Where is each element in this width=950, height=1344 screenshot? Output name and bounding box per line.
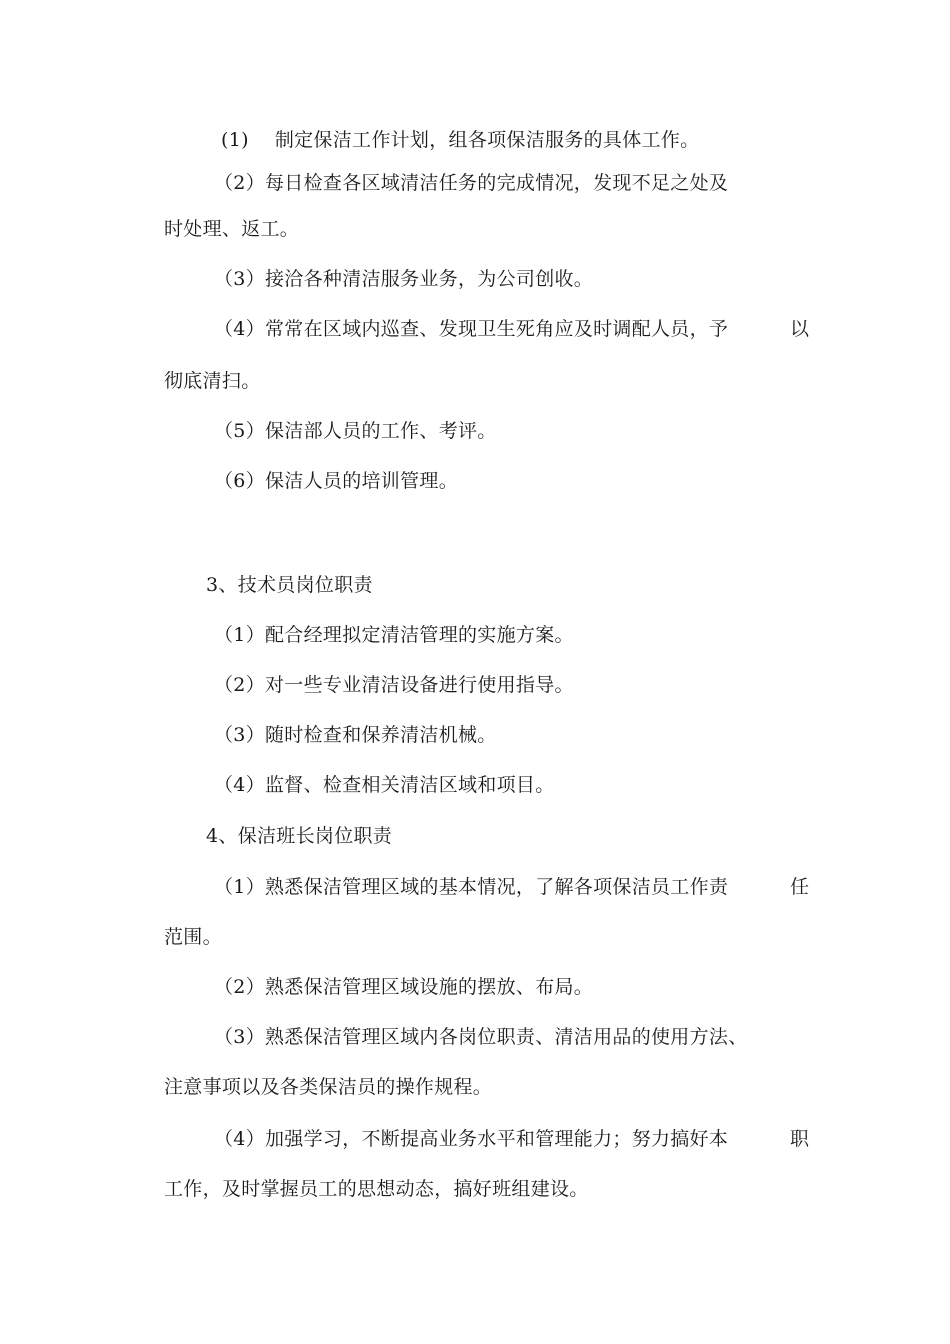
item-4-2: （2）熟悉保洁管理区域设施的摆放、布局。 [214, 976, 594, 998]
item-4-1-line1: （1）熟悉保洁管理区域的基本情况，了解各项保洁员工作责 [214, 876, 729, 898]
item-1-2-line2: 时处理、返工。 [164, 218, 300, 240]
item-4-1-tail: 任 [790, 876, 810, 898]
item-4-3-line1: （3）熟悉保洁管理区域内各岗位职责、清洁用品的使用方法、 [214, 1026, 748, 1048]
item-1-5: （5）保洁部人员的工作、考评。 [214, 420, 497, 442]
item-4-4-tail: 职 [790, 1128, 810, 1150]
item-text: 制定保洁工作计划，组各项保洁服务的具体工作。 [274, 129, 700, 151]
item-1-6: （6）保洁人员的培训管理。 [214, 470, 458, 492]
item-3-1: （1）配合经理拟定清洁管理的实施方案。 [214, 624, 574, 646]
section-heading-4: 4、保洁班长岗位职责 [206, 825, 393, 847]
item-1-4-line1: （4）常常在区域内巡查、发现卫生死角应及时调配人员，予 [214, 318, 729, 340]
item-4-1-line2: 范围。 [164, 926, 222, 948]
section-heading-3: 3、技术员岗位职责 [206, 574, 373, 596]
item-3-3: （3）随时检查和保养清洁机械。 [214, 724, 497, 746]
item-number: (1) [221, 129, 249, 151]
item-1-1 [221, 127, 699, 153]
item-3-4: （4）监督、检查相关清洁区域和项目。 [214, 774, 555, 796]
item-1-3: （3）接洽各种清洁服务业务，为公司创收。 [214, 268, 594, 290]
item-1-2-line1: （2）每日检查各区域清洁任务的完成情况，发现不足之处及 [214, 172, 729, 194]
item-4-4-line2: 工作，及时掌握员工的思想动态，搞好班组建设。 [164, 1178, 589, 1200]
item-4-4-line1: （4）加强学习，不断提高业务水平和管理能力；努力搞好本 [214, 1128, 729, 1150]
item-1-4-line2: 彻底清扫。 [164, 370, 261, 392]
item-1-4-tail: 以 [790, 318, 810, 340]
item-3-2: （2）对一些专业清洁设备进行使用指导。 [214, 674, 574, 696]
item-4-3-line2: 注意事项以及各类保洁员的操作规程。 [164, 1076, 493, 1098]
